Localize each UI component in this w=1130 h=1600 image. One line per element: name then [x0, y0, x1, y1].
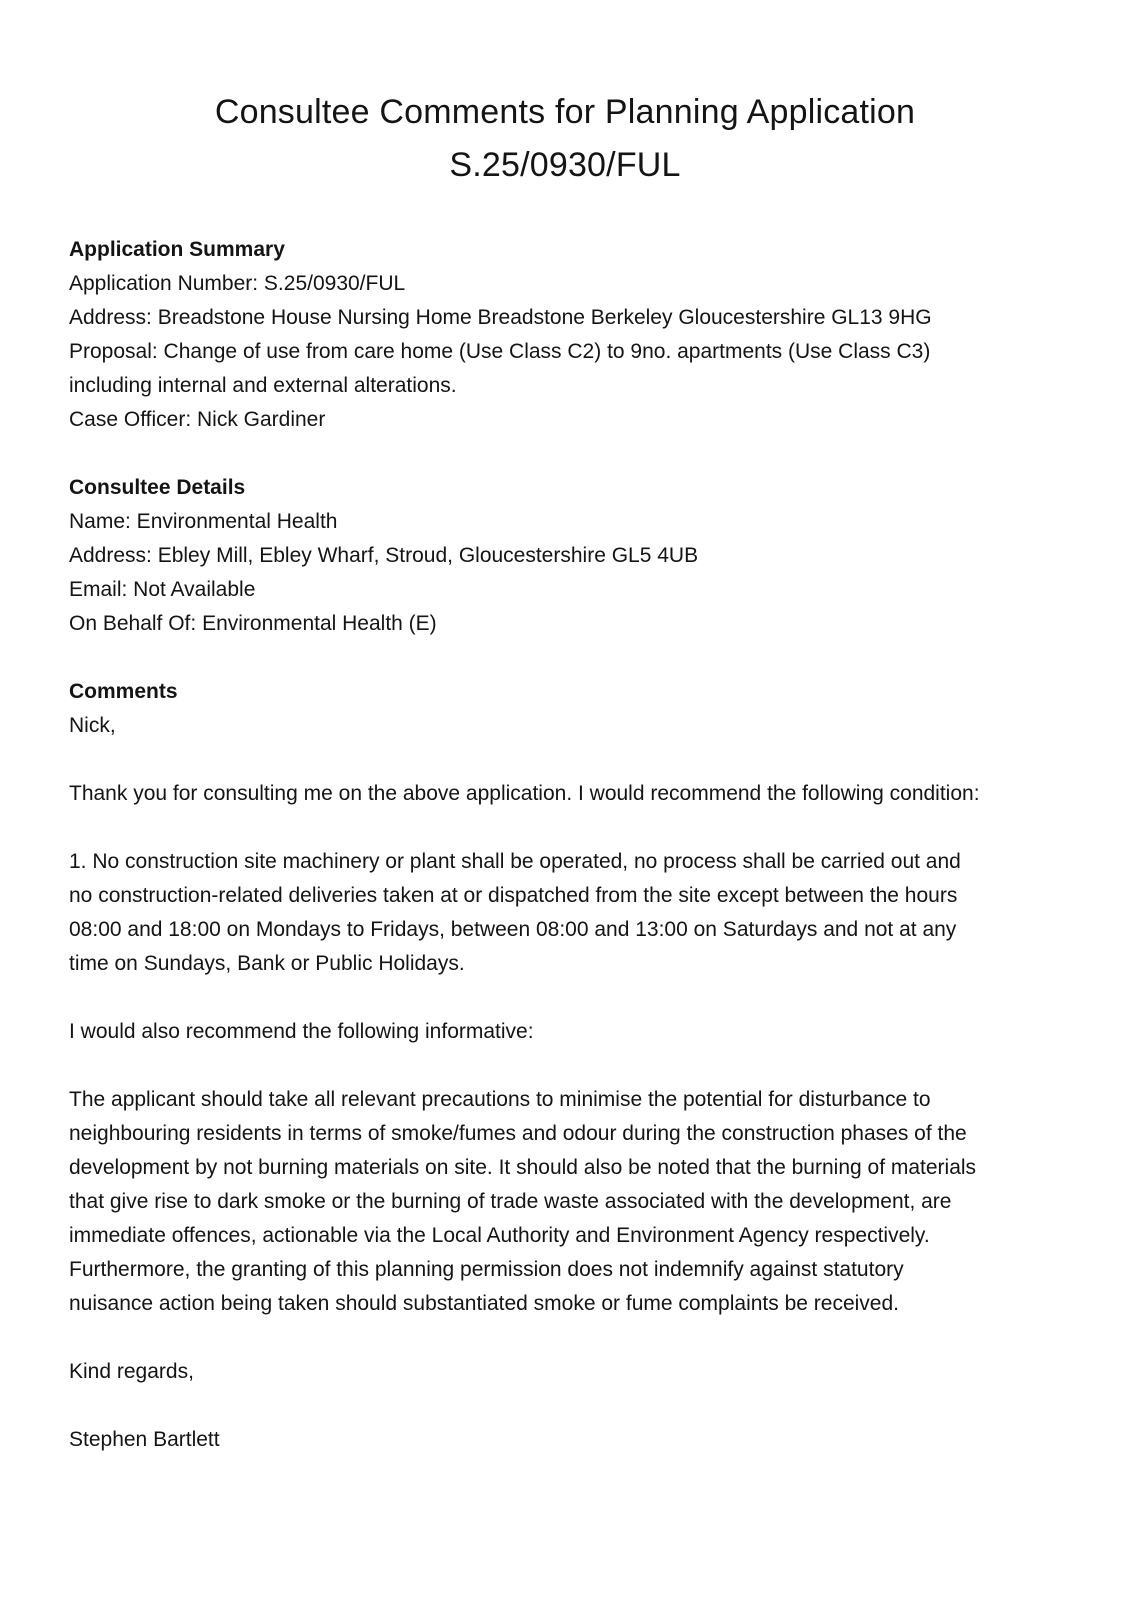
- signature: Stephen Bartlett: [69, 1428, 220, 1451]
- proposal-line-1: Proposal: Change of use from care home (Use Class C2) to 9no. apartments (Use Class C3): [69, 340, 931, 363]
- application-summary-section: [69, 233, 1079, 437]
- informative-line: immediate offences, actionable via the Local Authority and Environment Agency respectively.: [69, 1224, 930, 1247]
- condition-line: 08:00 and 18:00 on Mondays to Fridays, between 08:00 and 13:00 on Saturdays and not at any: [69, 918, 957, 941]
- informative-line: development by not burning materials on site. It should also be noted that the burning of materials: [69, 1156, 977, 1179]
- consultee-details-heading: Consultee Details: [69, 476, 246, 499]
- consultee-on-behalf-of: On Behalf Of: Environmental Health (E): [69, 612, 437, 635]
- case-officer: Case Officer: Nick Gardiner: [69, 408, 326, 431]
- informative-paragraph: [69, 1083, 1079, 1321]
- informative-line: nuisance action being taken should substantiated smoke or fume complaints be received.: [69, 1292, 899, 1315]
- comment-intro: Thank you for consulting me on the above application. I would recommend the following condition:: [69, 782, 980, 805]
- consultee-address: Address: Ebley Mill, Ebley Wharf, Stroud, Gloucestershire GL5 4UB: [69, 544, 699, 567]
- condition-line: time on Sundays, Bank or Public Holidays.: [69, 952, 465, 975]
- consultee-email: Email: Not Available: [69, 578, 256, 601]
- condition-line: 1. No construction site machinery or plant shall be operated, no process shall be carried out and: [69, 850, 961, 873]
- application-address: Address: Breadstone House Nursing Home Breadstone Berkeley Gloucestershire GL13 9HG: [69, 306, 932, 329]
- informative-line: that give rise to dark smoke or the burning of trade waste associated with the development, are: [69, 1190, 952, 1213]
- application-summary-heading: Application Summary: [69, 238, 285, 261]
- consultee-details-section: [69, 471, 1079, 641]
- informative-line: Furthermore, the granting of this planning permission does not indemnify against statutory: [69, 1258, 904, 1281]
- page-title: [0, 86, 1130, 192]
- informative-intro: I would also recommend the following informative:: [69, 1020, 534, 1043]
- informative-line: neighbouring residents in terms of smoke/fumes and odour during the construction phases of the: [69, 1122, 967, 1145]
- title-line-1: Consultee Comments for Planning Application: [214, 93, 916, 131]
- condition-line: no construction-related deliveries taken at or dispatched from the site except between the hours: [69, 884, 958, 907]
- application-number: Application Number: S.25/0930/FUL: [69, 272, 406, 295]
- proposal-line-2: including internal and external alterations.: [69, 374, 457, 397]
- condition-paragraph: [69, 845, 1079, 981]
- comments-section: [69, 675, 1079, 1457]
- comments-heading: Comments: [69, 680, 178, 703]
- comment-greeting: Nick,: [69, 714, 116, 737]
- informative-line: The applicant should take all relevant precautions to minimise the potential for disturbance to: [69, 1088, 931, 1111]
- consultee-name: Name: Environmental Health: [69, 510, 338, 533]
- document-body: [69, 233, 1079, 1457]
- title-line-2: S.25/0930/FUL: [449, 146, 681, 184]
- sign-off: Kind regards,: [69, 1360, 194, 1383]
